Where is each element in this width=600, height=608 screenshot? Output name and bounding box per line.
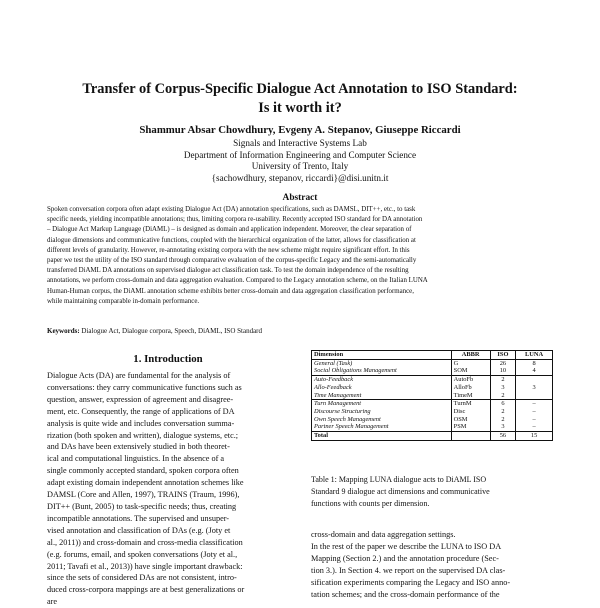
table-row	[312, 400, 553, 408]
introduction-text	[47, 370, 291, 607]
header-dimension: Dimension	[312, 351, 452, 360]
cell-dimension: General (Task)	[312, 359, 452, 367]
cell-abbr: AutoFb	[451, 376, 490, 384]
cell-dimension: Turn Management	[312, 400, 452, 408]
table-total-row	[312, 432, 553, 441]
cell-abbr: TimeM	[451, 392, 490, 400]
keywords-text: Dialogue Act, Dialogue corpora, Speech, DiAML, ISO Standard	[79, 327, 263, 335]
intro-line: 2011; Tavafi et al., 2013)) have single important drawback:	[47, 561, 243, 571]
dimension-table	[311, 350, 553, 441]
cell-luna: 3	[516, 384, 553, 392]
keywords-line	[47, 326, 553, 336]
abstract-line: – Dialogue Act Markup Language (DiAML) – is designed as domain and application independent. Moreover, the clear separation of	[47, 226, 412, 234]
intro-line: incompatible annotations. The supervised and unsuper-	[47, 513, 230, 523]
author-list: Shammur Absar Chowdhury, Evgeny A. Stepanov, Giuseppe Riccardi	[139, 124, 461, 136]
table-1	[311, 350, 553, 441]
cell-luna	[516, 392, 553, 400]
cell-abbr: G	[451, 359, 490, 367]
caption-line: Standard 9 dialogue act dimensions and communicative	[311, 486, 490, 496]
cell-luna: –	[516, 416, 553, 424]
cell-total-abbr	[451, 432, 490, 441]
title-line: Is it worth it?	[258, 100, 342, 116]
body-line: In the rest of the paper we describe the LUNA to ISO DA	[311, 541, 502, 551]
table-row	[312, 367, 553, 375]
abstract-heading: Abstract	[282, 193, 318, 203]
cell-abbr: PSM	[451, 423, 490, 431]
intro-line: ical and computational linguistics. In the absence of a	[47, 454, 225, 464]
cell-iso: 10	[490, 367, 515, 375]
intro-line: (e.g. forums, email, and spoken conversations (Joty et al.,	[47, 549, 238, 559]
abstract-line: transferred DiAML DA annotations on supervised dialogue act classification task. To test the domain independence of the resulting	[47, 267, 409, 275]
header-iso: ISO	[490, 351, 515, 360]
abstract-line: Human-Human corpus, the DiAML annotation scheme exhibits better cross-domain and data aggregation classification performance,	[47, 287, 414, 295]
intro-line: vised annotation and classification of DAs (e.g. (Joty et	[47, 525, 231, 535]
abstract-line: while maintaining comparable in-domain performance.	[47, 297, 200, 305]
keywords-label: Keywords:	[47, 327, 80, 335]
abstract-line: different levels of granularity. However, re-annotating existing corpora with the new scheme might require significant effort. In this	[47, 246, 410, 254]
cell-iso: 3	[490, 384, 515, 392]
cell-dimension: Own Speech Management	[312, 416, 452, 424]
intro-line: Dialogue Acts (DA) are fundamental for the analysis of	[47, 371, 231, 380]
affiliation-line: Signals and Interactive Systems Lab	[233, 138, 367, 148]
affiliation-block	[40, 138, 560, 184]
cell-total-label: Total	[312, 432, 452, 441]
abstract-line: Spoken conversation corpora often adapt existing Dialogue Act (DA) annotation specifications, such as DAMSL, DIT++, etc., to task	[47, 206, 416, 213]
table-row	[312, 359, 553, 367]
cell-dimension: Discourse Structuring	[312, 408, 452, 416]
cell-iso: 2	[490, 416, 515, 424]
cell-luna: –	[516, 423, 553, 431]
abstract-line: paper we test the utility of the ISO standard through comparative evaluation of the corpus-specific Legacy and the semi-automatically	[47, 257, 417, 265]
abstract-line: annotations, we perform cross-domain and data aggregation evaluation. Compared to the Legacy annotation scheme, on the Italian LUNA	[47, 277, 428, 285]
paper-title	[40, 80, 560, 118]
intro-line: analysis is quite wide and includes conversation summa-	[47, 418, 235, 428]
intro-line: conversations: they carry communicative functions such as	[47, 382, 242, 392]
cell-iso: 2	[490, 392, 515, 400]
intro-line: single commonly accepted standard, spoken corpora often	[47, 466, 239, 476]
cell-dimension: Partner Speech Management	[312, 423, 452, 431]
caption-line: Table 1: Mapping LUNA dialogue acts to DiAML ISO	[311, 475, 487, 484]
cell-abbr: AlloFb	[451, 384, 490, 392]
body-line: sification experiments comparing the Legacy and ISO anno-	[311, 577, 511, 587]
author-emails: {sachowdhury, stepanov, riccardi}@disi.unitn.it	[211, 172, 389, 183]
right-column-text	[311, 529, 556, 600]
intro-line: question, answer, expression of agreement and disagree-	[47, 394, 234, 404]
table-row	[312, 408, 553, 416]
intro-line: are	[47, 597, 58, 607]
affiliation-line: Department of Information Engineering and Computer Science	[183, 149, 417, 160]
cell-luna: 4	[516, 367, 553, 375]
cell-abbr: OSM	[451, 416, 490, 424]
abstract-line: dialogue dimensions and communicative functions, coupled with the hierarchical organization of the latter, allows for classification at	[47, 236, 416, 244]
cell-dimension: Social Obligations Management	[312, 367, 452, 375]
body-line: tion 3.). In Section 4. we report on the supervised DA clas-	[311, 565, 506, 575]
table-caption	[311, 474, 556, 509]
cell-iso: 26	[490, 359, 515, 367]
intro-line: adapt existing domain independent annotation schemes like	[47, 478, 244, 488]
body-line: cross-domain and data aggregation settings.	[311, 530, 456, 539]
caption-line: functions with counts per dimension.	[311, 498, 430, 508]
header-abbr: ABBR	[451, 351, 490, 360]
table-row	[312, 384, 553, 392]
table-body	[312, 359, 553, 440]
cell-total-luna: 15	[516, 432, 553, 441]
cell-total-iso: 56	[490, 432, 515, 441]
abstract-body	[47, 205, 553, 307]
table-header-row	[312, 351, 553, 360]
abstract-line: specific needs, yielding incompatible annotations; thus, limiting corpora re-usability. Recently accepted ISO standard for DA annotation	[47, 216, 423, 224]
cell-dimension: Allo-Feedback	[312, 384, 452, 392]
body-line: tation schemes; and the cross-domain performance of the	[311, 589, 500, 599]
intro-line: rization (both spoken and written), dialogue systems, etc.;	[47, 430, 239, 440]
header-luna: LUNA	[516, 351, 553, 360]
cell-iso: 6	[490, 400, 515, 408]
table-row	[312, 416, 553, 424]
cell-iso: 2	[490, 376, 515, 384]
intro-line: al., 2011)) and cross-domain and cross-media classification	[47, 537, 243, 547]
table-row	[312, 423, 553, 431]
table-row	[312, 392, 553, 400]
body-line: Mapping (Section 2.) and the annotation procedure (Sec-	[311, 553, 499, 563]
table-row	[312, 376, 553, 384]
intro-line: since the sets of considered DAs are not consistent, intro-	[47, 573, 237, 583]
title-line: Transfer of Corpus-Specific Dialogue Act Annotation to ISO Standard:	[82, 81, 518, 97]
cell-luna	[516, 376, 553, 384]
cell-abbr: TurnM	[451, 400, 490, 408]
cell-abbr: SOM	[451, 367, 490, 375]
cell-abbr: Disc	[451, 408, 490, 416]
intro-line: ment, etc. Consequently, the range of applications of DA	[47, 406, 235, 416]
cell-luna: –	[516, 408, 553, 416]
cell-luna: 8	[516, 359, 553, 367]
intro-line: and DAs have been extensively studied in both theoret-	[47, 442, 230, 452]
intro-line: DIT++ (Bunt, 2005) to task-specific needs; thus, creating	[47, 501, 237, 511]
intro-line: duced cross-corpora mappings are at best generalizations or	[47, 585, 245, 595]
cell-dimension: Time Management	[312, 392, 452, 400]
cell-luna: –	[516, 400, 553, 408]
cell-dimension: Auto-Feedback	[312, 376, 452, 384]
section-heading-introduction: 1. Introduction	[133, 353, 203, 365]
affiliation-line: University of Trento, Italy	[251, 161, 349, 172]
cell-iso: 3	[490, 423, 515, 431]
intro-line: DAMSL (Core and Allen, 1997), TRAINS (Traum, 1996),	[47, 490, 240, 500]
cell-iso: 2	[490, 408, 515, 416]
